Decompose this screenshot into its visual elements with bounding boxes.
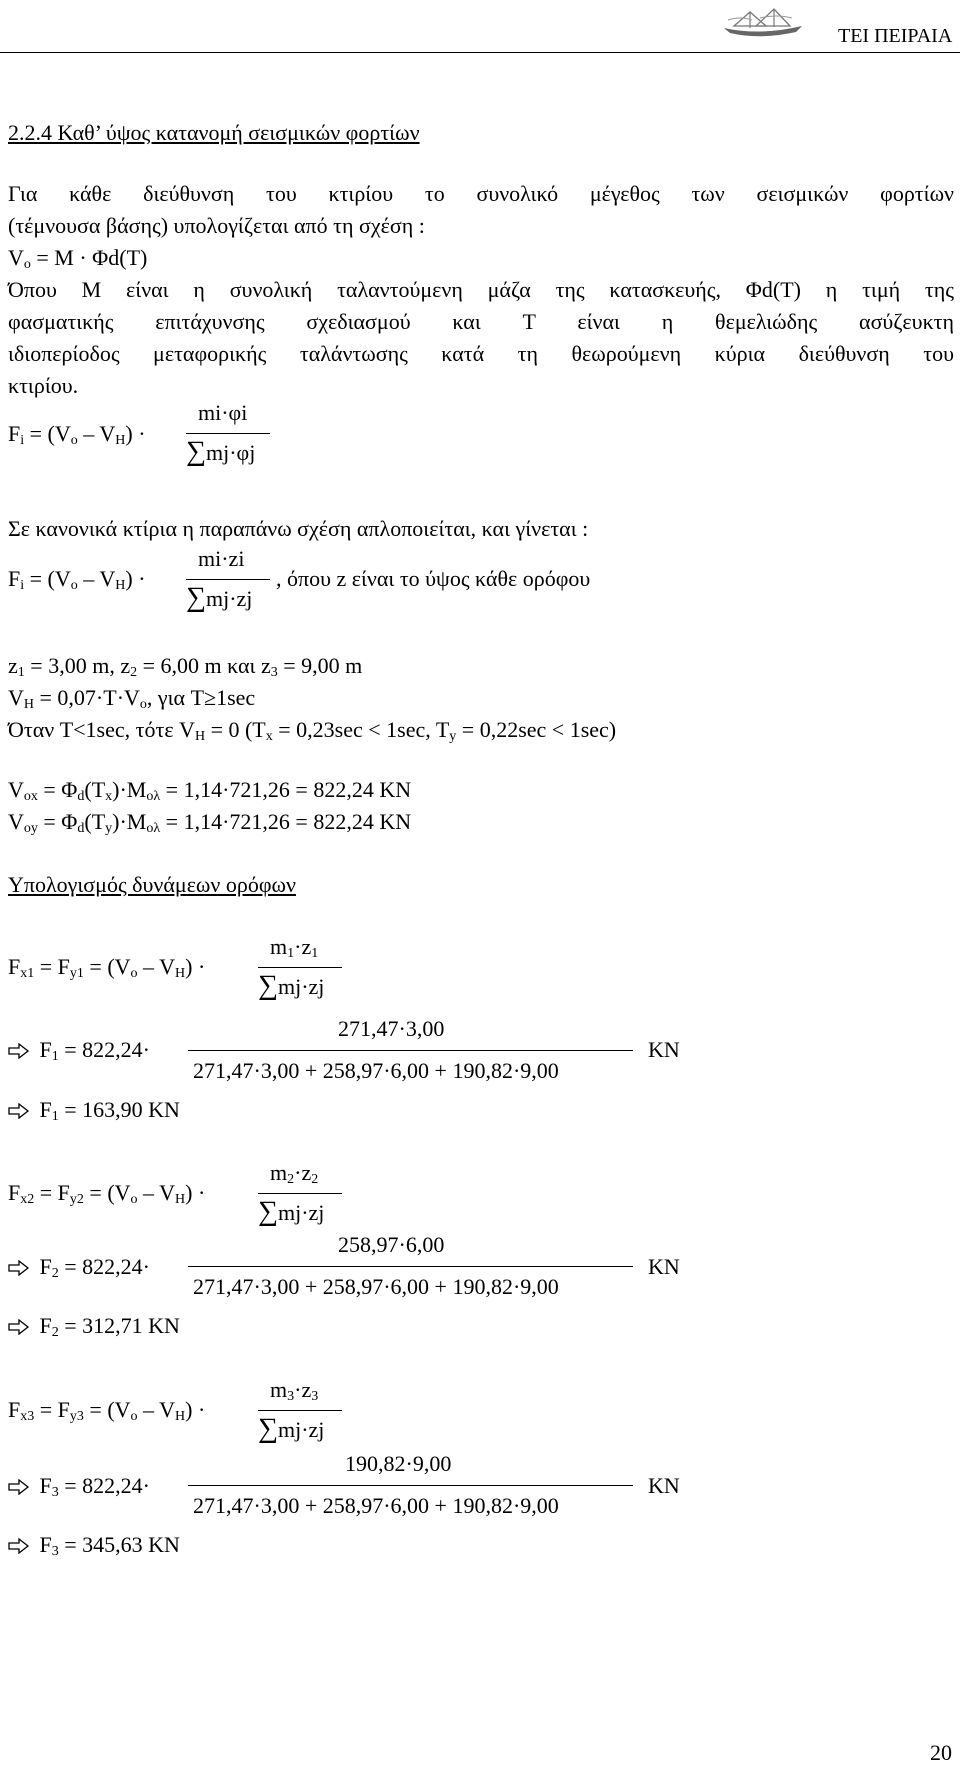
period-check: Όταν T<1sec, τότε $V_H = 0$ ($T_x = 0,23\sec < 1\sec$, $T_y = 0,22\sec < 1\sec$) (8, 717, 617, 744)
floor-1-numerator: 271,47·3,00 (338, 1016, 445, 1041)
ship-logo-icon (720, 6, 806, 40)
floor-3-bar (188, 1485, 633, 1486)
arrow-right-icon (8, 1313, 34, 1339)
intro-line-4: Όπου M είναι η συνολική ταλαντούμενη μάζα της κατασκευής, Φd(T) η τιμή της (8, 277, 954, 302)
simplified-formula-lhs: $F_i = (V_o - V_H)$ · (8, 566, 146, 593)
page-number: 20 (930, 1740, 952, 1765)
floor-2-denominator: 271,47·3,00 + 258,97·6,00 + 190,82·9,00 (193, 1274, 559, 1299)
header-rule (0, 52, 960, 53)
intro-line-2: (τέμνουσα βάσης) υπολογίζεται από τη σχέση : (8, 213, 425, 238)
arrow-right-icon (8, 1473, 34, 1499)
floor-2-unit: KN (648, 1254, 680, 1279)
section-title: 2.2.4 Καθ’ ύψος κατανομή σεισμικών φορτίων (8, 120, 420, 145)
general-numerator: mi·φi (198, 400, 248, 425)
sum-icon: ∑ (186, 436, 206, 467)
floor-2-bar (188, 1266, 633, 1267)
floor-3-numerator: 190,82·9,00 (345, 1451, 452, 1476)
floor-3-formula-lhs: $F_{x3} = F_{y3} = (V_o - V_H)$ · (8, 1397, 206, 1424)
base-shear-x: $V_{ox} = \Phi_d(T_x)\cdot M_{o\lambda} = 1,14\cdot 721,26 = 822,24$ KN (8, 777, 412, 804)
floor-2-formula-lhs: $F_{x2} = F_{y2} = (V_o - V_H)$ · (8, 1180, 206, 1207)
sum-icon: ∑ (186, 582, 206, 613)
floor-3-denominator: 271,47·3,00 + 258,97·6,00 + 190,82·9,00 (193, 1493, 559, 1518)
arrow-right-icon (8, 1254, 34, 1280)
floor-1-formula-lhs: $F_{x1} = F_{y1} = (V_o - V_H)$ · (8, 954, 206, 981)
simplified-denominator: mj·zj (205, 586, 253, 611)
arrow-right-icon (8, 1532, 34, 1558)
intro-line-6: ιδιοπερίοδος μεταφορικής ταλάντωσης κατά τη θεωρούμενη κύρια διεύθυνση του (8, 341, 954, 366)
floor-1-result: $F_1 = 163,90$ KN (8, 1097, 180, 1123)
floor-2-substitution: $F_2 = 822,24\cdot$ (8, 1254, 150, 1280)
institution-header: ΤΕΙ ΠΕΙΡΑΙΑ (838, 25, 953, 47)
sum-icon: ∑ (258, 970, 278, 1001)
floor-1-bar (188, 1050, 633, 1051)
simplified-note: , όπου z είναι το ύψος κάθε ορόφου (276, 566, 591, 591)
floor-heights: $z_1 = 3,00$ m, $z_2 = 6,00$ m και $z_3 = 9,00$ m (8, 653, 363, 680)
arrow-right-icon (8, 1097, 34, 1123)
floor-3-unit: KN (648, 1473, 680, 1498)
floor-2-numerator: 258,97·6,00 (338, 1232, 445, 1257)
arrow-right-icon (8, 1037, 34, 1063)
floor-1-unit: KN (648, 1037, 680, 1062)
floor-1-substitution: $F_1 = 822,24\cdot$ (8, 1037, 150, 1063)
simplified-numerator: mi·zi (198, 546, 245, 571)
floors-heading: Υπολογισμός δυνάμεων ορόφων (8, 872, 296, 897)
vh-rule: $V_H = 0,07\cdot T\cdot V_o$, για T≥1sec (8, 685, 256, 712)
floor-2-result: $F_2 = 312,71$ KN (8, 1313, 180, 1339)
base-shear-y: $V_{oy} = \Phi_d(T_y)\cdot M_{o\lambda} = 1,14\cdot 721,26 = 822,24$ KN (8, 809, 412, 836)
force-formula-lhs: $F_i = (V_o - V_H)$ · (8, 421, 146, 448)
floor-1-denominator: 271,47·3,00 + 258,97·6,00 + 190,82·9,00 (193, 1058, 559, 1083)
floor-3-substitution: $F_3 = 822,24\cdot$ (8, 1473, 150, 1499)
intro-line-5: φασματικής επιτάχυνσης σχεδιασμού και T είναι η θεμελιώδης ασύζευκτη (8, 309, 954, 334)
sum-icon: ∑ (258, 1413, 278, 1444)
floor-3-result: $F_3 = 345,63$ KN (8, 1532, 180, 1558)
sum-icon: ∑ (258, 1196, 278, 1227)
general-denominator: mj·φj (205, 440, 256, 465)
base-shear-formula: $V_o = M \cdot \Phi d(T)$ (8, 245, 148, 272)
simplified-sentence: Σε κανονικά κτίρια η παραπάνω σχέση απλοποιείται, και γίνεται : (8, 516, 589, 541)
intro-line-1: Για κάθε διεύθυνση του κτιρίου το συνολικό μέγεθος των σεισμικών φορτίων (8, 181, 954, 206)
intro-line-7: κτιρίου. (8, 373, 79, 398)
